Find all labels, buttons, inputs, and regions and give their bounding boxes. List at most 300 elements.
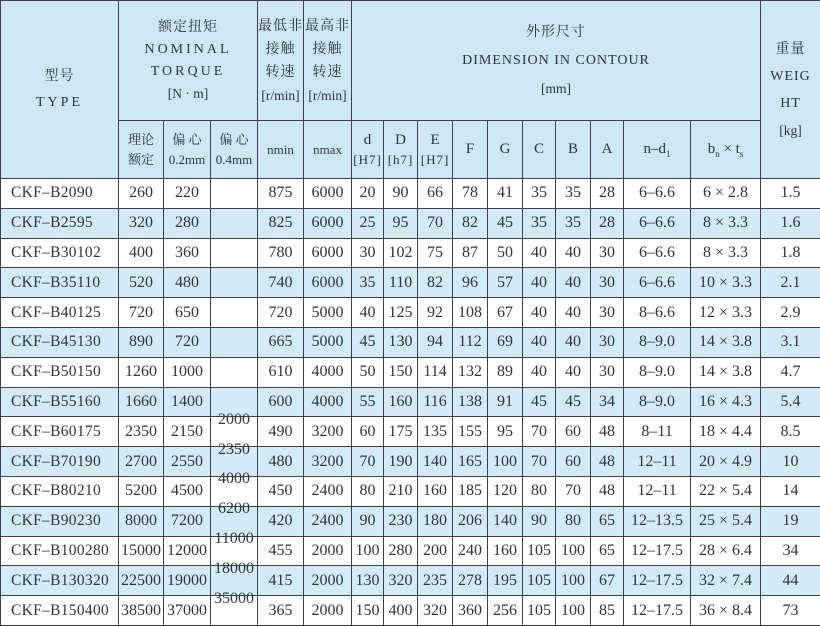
cell-value: 14 × 3.8 (699, 363, 753, 381)
speed-max-zh2: 接触 (312, 41, 343, 57)
cell-ecc-04 (211, 208, 258, 238)
cell-value: 100 (561, 601, 586, 619)
cell-rated-torque (119, 417, 164, 447)
cell-value: 320 (423, 601, 448, 619)
col-header-C: C (523, 121, 556, 179)
cell-d (352, 506, 384, 536)
cell-value: 4000 (311, 392, 344, 410)
cell-value: 70 (531, 452, 548, 470)
cell-F (453, 536, 488, 566)
cell-model (1, 506, 119, 536)
cell-value: 240 (458, 541, 483, 559)
cell-nmin (258, 327, 304, 357)
cell-value: 70 (565, 482, 582, 500)
cell-value: 40 (531, 243, 548, 261)
cell-value: 32 × 7.4 (699, 571, 753, 589)
torque-label-zh: 额定扭矩 (158, 19, 219, 35)
cell-ecc-04 (211, 589, 258, 626)
cell-F (453, 506, 488, 536)
cell-value: 41 (497, 184, 514, 202)
cell-d (352, 327, 384, 357)
cell-value: 40 (565, 363, 582, 381)
bt-b: b (707, 140, 716, 157)
cell-F (453, 179, 488, 209)
cell-A (591, 596, 624, 626)
cell-value: 6200 (218, 500, 251, 518)
cell-value: 320 (129, 214, 153, 232)
cell-model (1, 476, 119, 506)
cell-value: 875 (268, 184, 293, 202)
cell-F (453, 238, 488, 268)
cell-B (556, 208, 591, 238)
cell-value: 2550 (171, 452, 203, 470)
cell-value: 365 (268, 601, 293, 619)
cell-value: 89 (497, 363, 514, 381)
cell-value: 480 (175, 273, 199, 291)
cell-value: 150 (355, 601, 380, 619)
cell-value: 34 (599, 392, 616, 410)
col-header-type (1, 1, 119, 179)
bt-b-subscript: n (715, 148, 720, 159)
cell-value: 75 (427, 243, 444, 261)
cell-n-d1 (624, 268, 691, 298)
col-header-speed-max (304, 1, 352, 121)
cell-value: 600 (268, 392, 293, 410)
cell-value: 360 (175, 243, 199, 261)
cell-value: 19000 (167, 571, 207, 589)
cell-d (352, 268, 384, 298)
col-header-F: F (453, 121, 488, 179)
dimension-unit: [mm] (541, 80, 572, 96)
cell-ecc-02 (164, 179, 211, 209)
cell-value: 105 (527, 571, 552, 589)
cell-B (556, 566, 591, 596)
cell-value: 130 (388, 333, 413, 351)
cell-rated-torque (119, 536, 164, 566)
cell-nmin (258, 357, 304, 387)
cell-nmin (258, 596, 304, 626)
cell-value: 87 (462, 243, 479, 261)
cell-C (523, 417, 556, 447)
cell-value: 92 (427, 303, 444, 321)
cell-value: 2000 (218, 410, 251, 428)
cell-D (384, 476, 418, 506)
cell-rated-torque (119, 476, 164, 506)
cell-value: 110 (388, 273, 413, 291)
cell-F (453, 298, 488, 328)
weight-label-en2: HT (780, 95, 801, 111)
cell-E (418, 476, 453, 506)
cell-ecc-02 (164, 327, 211, 357)
cell-weight (761, 476, 820, 506)
cell-value: 5000 (311, 303, 344, 321)
cell-value: 1.6 (780, 214, 801, 232)
header-row-2 (1, 121, 820, 179)
cell-d (352, 566, 384, 596)
cell-F (453, 476, 488, 506)
cell-rated-torque (119, 208, 164, 238)
cell-rated-torque (119, 357, 164, 387)
cell-value: 6000 (311, 214, 344, 232)
cell-value: 40 (565, 333, 582, 351)
E-tolerance: [H7] (420, 151, 450, 167)
model-value: CKF–B60175 (11, 422, 101, 440)
table-row (1, 208, 820, 238)
cell-ecc-02 (164, 357, 211, 387)
cell-C (523, 596, 556, 626)
cell-D (384, 238, 418, 268)
cell-model (1, 327, 119, 357)
col-header-dimension (352, 1, 761, 121)
cell-B (556, 179, 591, 209)
cell-model (1, 596, 119, 626)
cell-B (556, 476, 591, 506)
cell-bt (691, 596, 761, 626)
cell-G (488, 447, 523, 477)
col-header-E (418, 121, 453, 179)
cell-d (352, 447, 384, 477)
cell-B (556, 536, 591, 566)
cell-C (523, 179, 556, 209)
cell-value: 155 (458, 422, 483, 440)
cell-d (352, 387, 384, 417)
cell-value: 40 (531, 363, 548, 381)
table-row (1, 238, 820, 268)
ecc02-value: 0.2mm (168, 151, 206, 167)
cell-ecc-02 (164, 447, 211, 477)
cell-A (591, 298, 624, 328)
cell-A (591, 536, 624, 566)
cell-rated-torque (119, 179, 164, 209)
col-header-nmax: nmax (304, 121, 352, 179)
table-row (1, 596, 820, 626)
cell-value: 220 (175, 184, 199, 202)
cell-A (591, 357, 624, 387)
cell-G (488, 298, 523, 328)
cell-d (352, 596, 384, 626)
cell-weight (761, 536, 820, 566)
cell-d (352, 298, 384, 328)
cell-value: 665 (268, 333, 293, 351)
cell-nmax (304, 268, 352, 298)
table-row (1, 476, 820, 506)
cell-D (384, 596, 418, 626)
cell-nmax (304, 596, 352, 626)
table-row (1, 417, 820, 447)
cell-C (523, 476, 556, 506)
cell-n-d1 (624, 179, 691, 209)
cell-bt (691, 298, 761, 328)
cell-F (453, 566, 488, 596)
cell-nmax (304, 536, 352, 566)
table-row (1, 357, 820, 387)
cell-n-d1 (624, 387, 691, 417)
cell-value: 720 (268, 303, 293, 321)
cell-value: 67 (497, 303, 514, 321)
cell-A (591, 327, 624, 357)
cell-bt (691, 506, 761, 536)
cell-D (384, 327, 418, 357)
cell-value: 210 (388, 482, 413, 500)
cell-value: 14 × 3.8 (699, 333, 753, 351)
cell-value: 85 (599, 601, 616, 619)
col-header-n-d1 (624, 121, 691, 179)
cell-value: 8 × 3.3 (703, 214, 749, 232)
cell-value: 230 (388, 512, 413, 530)
cell-value: 150 (388, 363, 413, 381)
cell-ecc-02 (164, 596, 211, 626)
cell-value: 20 × 4.9 (699, 452, 753, 470)
cell-B (556, 506, 591, 536)
cell-nmin (258, 268, 304, 298)
col-header-torque (119, 1, 258, 121)
cell-value: 8–6.6 (639, 303, 676, 321)
cell-A (591, 417, 624, 447)
cell-nmin (258, 476, 304, 506)
cell-value: 420 (268, 512, 293, 530)
D-tolerance: [h7] (387, 151, 414, 167)
cell-value: 740 (268, 273, 293, 291)
cell-G (488, 596, 523, 626)
cell-value: 45 (359, 333, 376, 351)
cell-C (523, 357, 556, 387)
model-value: CKF–B90230 (11, 512, 101, 530)
cell-nmin (258, 179, 304, 209)
cell-value: 16 × 4.3 (699, 392, 753, 410)
cell-rated-torque (119, 327, 164, 357)
torque-label-en2: TORQUE (150, 63, 226, 79)
cell-value: 30 (599, 363, 616, 381)
cell-value: 94 (427, 333, 444, 351)
cell-value: 455 (268, 541, 293, 559)
cell-value: 100 (561, 541, 586, 559)
speed-min-zh2: 接触 (265, 41, 296, 57)
cell-F (453, 268, 488, 298)
cell-value: 50 (497, 243, 514, 261)
cell-value: 36 × 8.4 (699, 601, 753, 619)
cell-model (1, 447, 119, 477)
cell-E (418, 238, 453, 268)
cell-model (1, 566, 119, 596)
table-row (1, 536, 820, 566)
cell-ecc-02 (164, 566, 211, 596)
cell-value: 30 (599, 273, 616, 291)
cell-E (418, 447, 453, 477)
cell-value: 180 (423, 512, 448, 530)
dimension-label-en: DIMENSION IN CONTOUR (462, 52, 650, 68)
cell-F (453, 208, 488, 238)
cell-value: 30 (359, 243, 376, 261)
cell-bt (691, 417, 761, 447)
cell-value: 108 (458, 303, 483, 321)
cell-value: 100 (355, 541, 380, 559)
table-header (1, 1, 820, 179)
cell-n-d1 (624, 238, 691, 268)
cell-value: 91 (497, 392, 514, 410)
cell-value: 15000 (121, 541, 161, 559)
model-value: CKF–B35110 (11, 273, 101, 291)
cell-value: 4.7 (780, 363, 801, 381)
cell-ecc-02 (164, 387, 211, 417)
cell-value: 48 (599, 452, 616, 470)
cell-D (384, 536, 418, 566)
cell-E (418, 179, 453, 209)
cell-d (352, 208, 384, 238)
cell-nmax (304, 447, 352, 477)
cell-value: 120 (493, 482, 518, 500)
cell-value: 82 (427, 273, 444, 291)
cell-value: 415 (268, 571, 293, 589)
cell-model (1, 298, 119, 328)
cell-rated-torque (119, 447, 164, 477)
cell-value: 206 (458, 512, 483, 530)
cell-A (591, 447, 624, 477)
cell-value: 1260 (125, 363, 157, 381)
cell-value: 11000 (214, 529, 254, 547)
cell-ecc-02 (164, 238, 211, 268)
cell-rated-torque (119, 596, 164, 626)
cell-value: 70 (359, 452, 376, 470)
cell-value: 890 (129, 333, 153, 351)
cell-E (418, 387, 453, 417)
cell-G (488, 208, 523, 238)
cell-value: 10 × 3.3 (699, 273, 753, 291)
cell-value: 1.5 (780, 184, 801, 202)
cell-value: 19 (782, 512, 799, 530)
cell-value: 520 (129, 273, 153, 291)
cell-nmax (304, 417, 352, 447)
speed-max-unit: [r/min] (308, 87, 347, 103)
table-row (1, 387, 820, 417)
model-value: CKF–B100280 (11, 541, 110, 559)
cell-value: 80 (565, 512, 582, 530)
model-value: CKF–B130320 (11, 571, 110, 589)
cell-value: 35 (531, 184, 548, 202)
model-value: CKF–B45130 (11, 333, 101, 351)
col-header-A: A (591, 121, 624, 179)
type-label-zh: 型号 (44, 68, 75, 84)
cell-value: 28 (599, 214, 616, 232)
cell-value: 96 (462, 273, 479, 291)
cell-value: 55 (359, 392, 376, 410)
cell-value: 35 (565, 184, 582, 202)
col-header-ecc-02 (164, 121, 211, 179)
cell-weight (761, 208, 820, 238)
D-letter: D (395, 131, 406, 148)
cell-value: 100 (493, 452, 518, 470)
cell-G (488, 566, 523, 596)
cell-weight (761, 357, 820, 387)
cell-value: 45 (565, 392, 582, 410)
cell-rated-torque (119, 268, 164, 298)
cell-nmin (258, 387, 304, 417)
cell-value: 175 (388, 422, 413, 440)
cell-value: 6000 (311, 184, 344, 202)
cell-D (384, 298, 418, 328)
cell-A (591, 476, 624, 506)
cell-value: 8–11 (641, 422, 673, 440)
cell-nmax (304, 506, 352, 536)
cell-value: 280 (175, 214, 199, 232)
cell-A (591, 238, 624, 268)
cell-value: 190 (388, 452, 413, 470)
cell-bt (691, 268, 761, 298)
table-row (1, 566, 820, 596)
cell-value: 10 (782, 452, 799, 470)
cell-E (418, 506, 453, 536)
cell-weight (761, 238, 820, 268)
cell-value: 132 (458, 363, 483, 381)
cell-value: 256 (493, 601, 518, 619)
cell-E (418, 357, 453, 387)
cell-nmax (304, 298, 352, 328)
cell-D (384, 387, 418, 417)
col-header-speed-min (258, 1, 304, 121)
rated-line2: 额定 (127, 151, 154, 167)
cell-value: 112 (458, 333, 482, 351)
cell-nmax (304, 179, 352, 209)
cell-value: 1.8 (780, 243, 801, 261)
cell-value: 100 (561, 571, 586, 589)
cell-value: 185 (458, 482, 483, 500)
cell-value: 34 (782, 541, 799, 559)
cell-B (556, 268, 591, 298)
cell-value: 138 (458, 392, 483, 410)
cell-weight (761, 596, 820, 626)
cell-E (418, 208, 453, 238)
cell-E (418, 298, 453, 328)
cell-value: 1000 (171, 363, 203, 381)
cell-d (352, 476, 384, 506)
cell-E (418, 417, 453, 447)
cell-value: 95 (497, 422, 514, 440)
cell-B (556, 298, 591, 328)
cell-value: 3.1 (780, 333, 801, 351)
cell-n-d1 (624, 298, 691, 328)
cell-value: 40 (531, 303, 548, 321)
cell-value: 720 (175, 333, 199, 351)
cell-C (523, 268, 556, 298)
cell-value: 165 (458, 452, 483, 470)
cell-value: 260 (129, 184, 153, 202)
cell-ecc-04 (211, 268, 258, 298)
cell-D (384, 417, 418, 447)
speed-min-zh3: 转速 (265, 64, 296, 80)
cell-n-d1 (624, 208, 691, 238)
cell-value: 2000 (311, 571, 344, 589)
cell-A (591, 566, 624, 596)
model-value: CKF–B2595 (11, 214, 93, 232)
cell-value: 360 (458, 601, 483, 619)
cell-rated-torque (119, 387, 164, 417)
cell-value: 4000 (218, 470, 251, 488)
cell-value: 5000 (311, 333, 344, 351)
cell-value: 7200 (171, 512, 203, 530)
cell-value: 57 (497, 273, 514, 291)
cell-value: 105 (527, 541, 552, 559)
cell-G (488, 327, 523, 357)
cell-value: 18000 (214, 559, 255, 577)
cell-value: 30 (599, 333, 616, 351)
col-header-D (384, 121, 418, 179)
cell-nmin (258, 566, 304, 596)
table-row (1, 447, 820, 477)
cell-nmax (304, 566, 352, 596)
cell-value: 2700 (125, 452, 157, 470)
cell-value: 200 (423, 541, 448, 559)
col-header-ecc-04 (211, 121, 258, 179)
cell-value: 60 (565, 422, 582, 440)
